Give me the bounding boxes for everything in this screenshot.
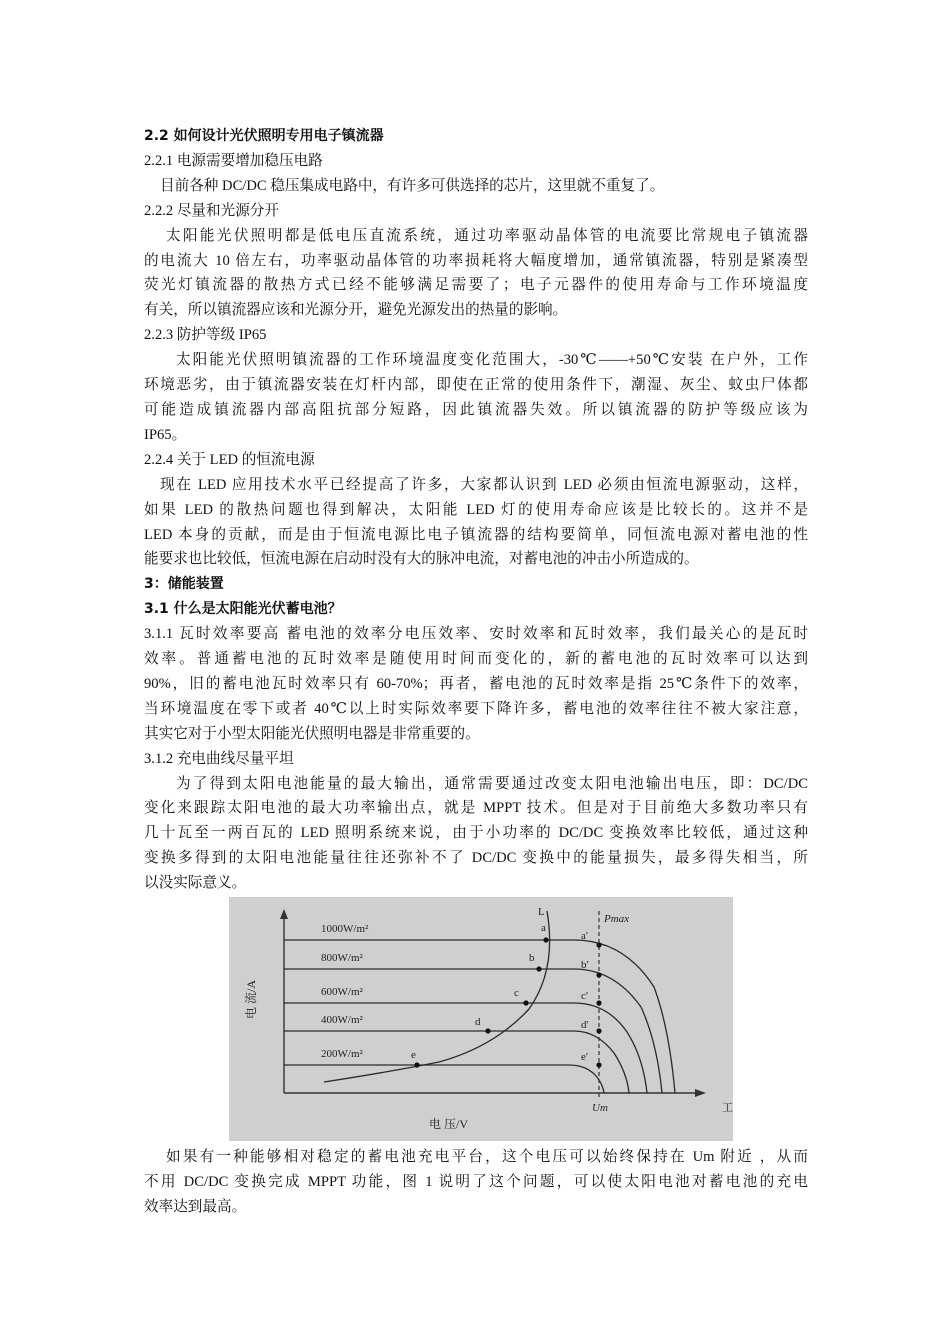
point-label: d: [475, 1016, 481, 1028]
heading-3: 3：储能装置: [144, 576, 224, 593]
l-label: L: [538, 906, 545, 918]
paragraph-line: 3.1.1 瓦时效率要高 蓄电池的效率分电压效率、安时效率和瓦时效率，我们最关心的是瓦时: [144, 626, 808, 643]
paragraph-line: 为了得到太阳电池能量的最大输出，通常需要通过改变太阳电池输出电压，即：DC/DC: [176, 775, 808, 792]
paragraph-line: 几十瓦至一两百瓦的 LED 照明系统来说，由于小功率的 DC/DC 变换效率比较低，通过这种: [144, 825, 808, 842]
x-axis-arrow: [695, 1089, 706, 1097]
paragraph-line: 如果 LED 的散热问题也得到解决，太阳能 LED 灯的使用寿命应该是比较长的。这并不是: [144, 501, 808, 518]
paragraph-line: 90%，旧的蓄电池瓦时效率只有 60-70%；再者，蓄电池的瓦时效率是指 25℃条件下的效率，: [144, 675, 808, 692]
point-label: a′: [581, 930, 589, 942]
document-body: [144, 124, 808, 896]
paragraph-line: 效率达到最高。: [144, 1198, 247, 1215]
heading-2-2-1: 2.2.1 电源需要增加稳压电路: [144, 152, 323, 169]
iv-curve-figure: [229, 897, 733, 1141]
point-label: e: [411, 1049, 416, 1061]
paragraph-line: 当环境温度在零下或者 40℃以上时实际效率要下降许多，蓄电池的效率往往不被大家注意，: [144, 700, 808, 717]
paragraph-line: 太阳能光伏照明都是低电压直流系统，通过功率驱动晶体管的电流要比常规电子镇流器: [166, 227, 808, 244]
heading-3-1-2: 3.1.2 充电曲线尽量平坦: [144, 750, 294, 767]
paragraph-line: 以没实际意义。: [144, 875, 247, 892]
paragraph-line: IP65。: [144, 426, 187, 443]
heading-2-2-4: 2.2.4 关于 LED 的恒流电源: [144, 451, 315, 468]
pmax-label: Pmax: [604, 913, 630, 925]
paragraph-line: 变化来跟踪太阳电池的最大功率输出点，就是 MPPT 技术。但是对于目前绝大多数功率只有: [144, 800, 808, 817]
um-label: Um: [592, 1102, 608, 1114]
paragraph-line: 变换多得到的太阳电池能量往往还弥补不了 DC/DC 变换中的能量损失，最多得失相当，所: [144, 850, 808, 867]
paragraph-line: 环境恶劣，由于镇流器安装在灯杆内部，即使在正常的使用条件下，潮湿、灰尘、蚊虫尸体都: [144, 377, 808, 394]
paragraph-line: 有关，所以镇流器应该和光源分开，避免光源发出的热量的影响。: [144, 302, 568, 319]
y-axis-arrow: [280, 909, 288, 919]
curve-label: 200W/m²: [321, 1048, 363, 1060]
paragraph-line: LED 本身的贡献，而是由于恒流电源比电子镇流器的结构要简单，同恒流电源对蓄电池的性: [144, 526, 808, 543]
point-label: e′: [581, 1051, 589, 1063]
heading-2-2-2: 2.2.2 尽量和光源分开: [144, 202, 279, 219]
paragraph-2-2-1: 目前各种 DC/DC 稳压集成电路中，有许多可供选择的芯片，这里就不重复了。: [160, 177, 665, 194]
stray-glyph: 工: [722, 1102, 733, 1114]
paragraph-line: 可能造成镇流器内部高阻抗部分短路，因此镇流器失效。所以镇流器的防护等级应该为: [144, 401, 808, 418]
point-label: c: [514, 987, 519, 999]
point-label: d′: [581, 1019, 589, 1031]
heading-2-2: 2.2 如何设计光伏照明专用电子镇流器: [144, 128, 384, 144]
paragraph-line: 其实它对于小型太阳能光伏照明电器是非常重要的。: [144, 725, 480, 742]
paragraph-line: 效率。普通蓄电池的瓦时效率是随使用时间而变化的，新的蓄电池的瓦时效率可以达到: [144, 651, 808, 668]
point-label: a: [541, 922, 546, 934]
curve-label: 600W/m²: [321, 986, 363, 998]
paragraph-line: 太阳能光伏照明镇流器的工作环境温度变化范围大，-30℃——+50℃安装 在户外，工作: [176, 352, 808, 369]
paragraph-line: 不用 DC/DC 变换完成 MPPT 功能，图 1 说明了这个问题，可以使太阳电池对蓄电池的充电: [144, 1173, 808, 1190]
paragraph-line: 如果有一种能够相对稳定的蓄电池充电平台，这个电压可以始终保持在 Um 附近 ，从而: [166, 1149, 808, 1165]
point-label: c′: [581, 990, 589, 1002]
curve-label: 800W/m²: [321, 952, 363, 964]
x-axis-label: 电 压/V: [429, 1117, 469, 1131]
curve-label: 1000W/m²: [321, 923, 369, 935]
paragraph-line: 能要求也比较低，恒流电源在启动时没有大的脉冲电流，对蓄电池的冲击小所造成的。: [144, 551, 699, 568]
after-figure-text: [144, 1145, 808, 1220]
heading-2-2-3: 2.2.3 防护等级 IP65: [144, 327, 267, 344]
paragraph-line: 现在 LED 应用技术水平已经提高了许多，大家都认识到 LED 必须由恒流电源驱动，这样，: [160, 476, 808, 493]
curve-label: 400W/m²: [321, 1014, 363, 1026]
paragraph-line: 荧光灯镇流器的散热方式已经不能够满足需要了；电子元器件的使用寿命与工作环境温度: [144, 277, 808, 294]
point-label: b′: [581, 959, 589, 971]
y-axis-label: 电 流/A: [244, 979, 258, 1019]
heading-3-1: 3.1 什么是太阳能光伏蓄电池？: [144, 601, 342, 618]
point-label: b: [529, 952, 535, 964]
paragraph-line: 的电流大 10 倍左右，功率驱动晶体管的功率损耗将大幅度增加，通常镇流器，特别是紧凑型: [144, 252, 808, 269]
